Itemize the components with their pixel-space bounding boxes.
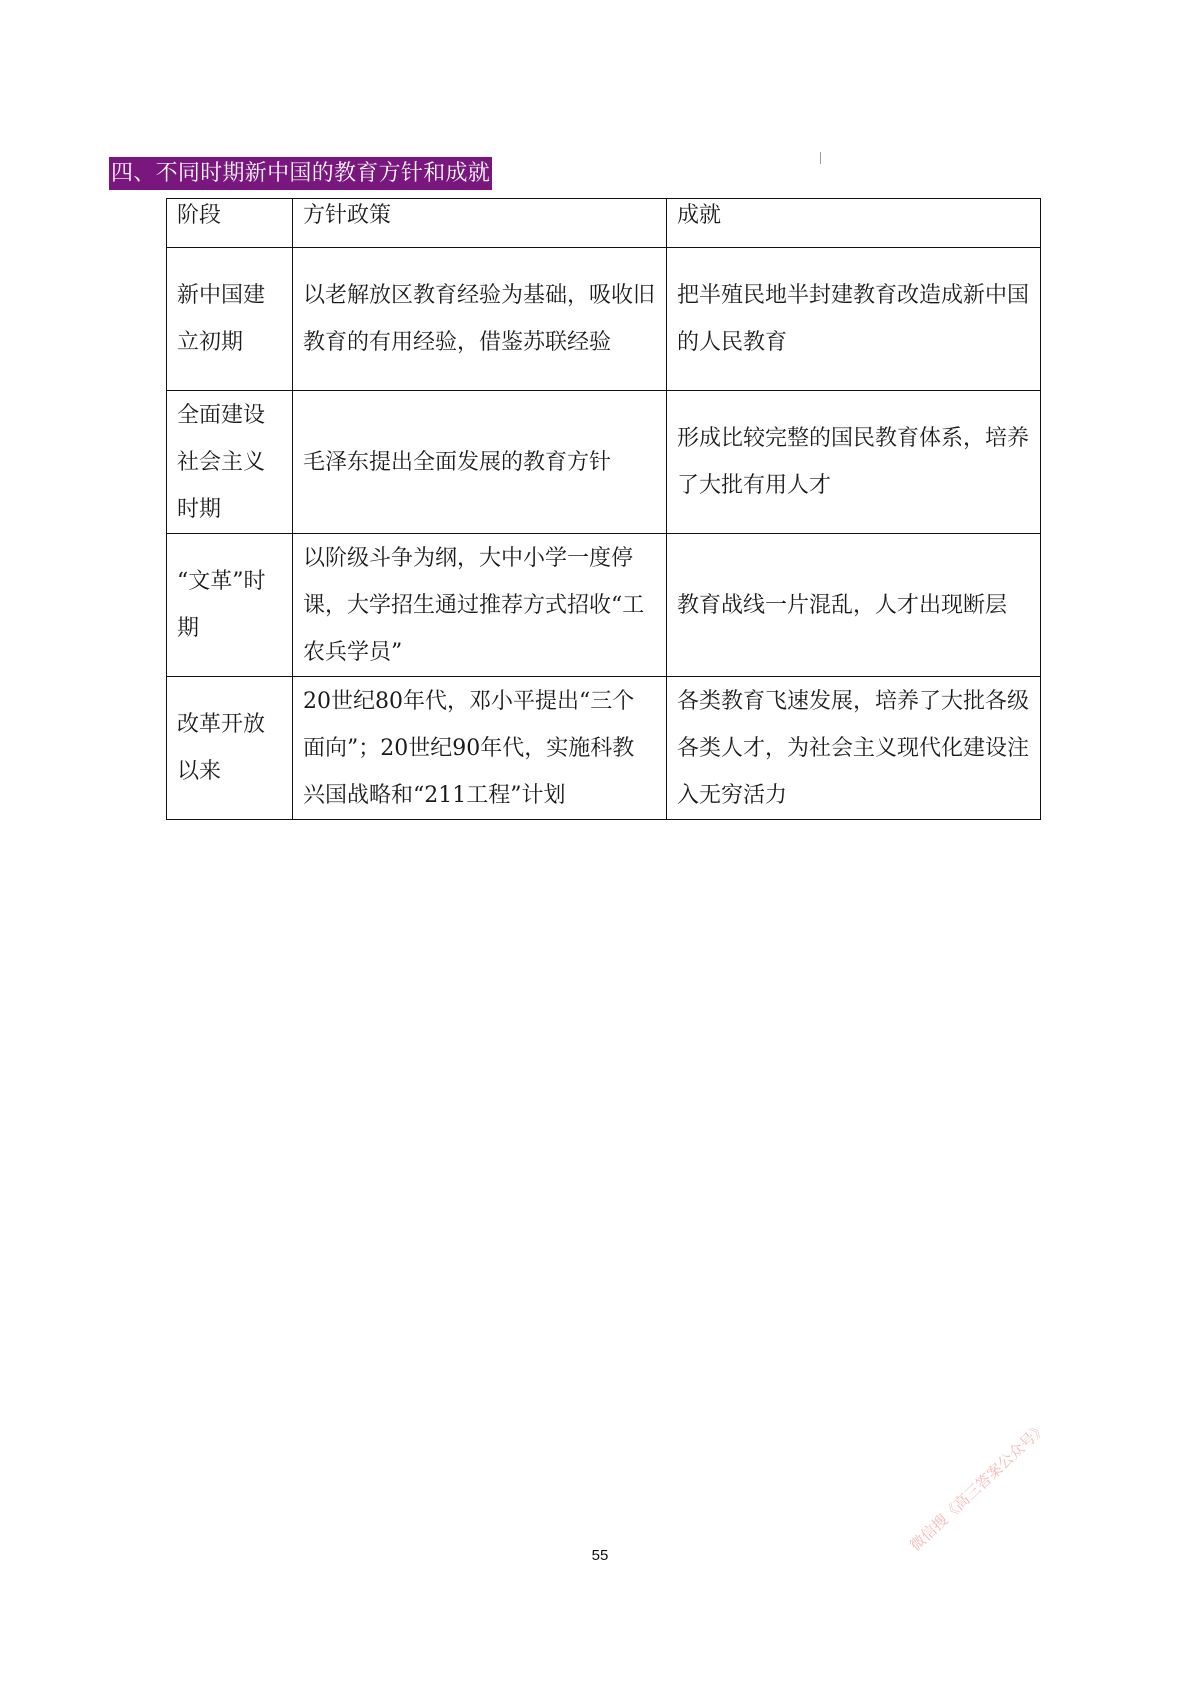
cell-stage: “文革”时期 xyxy=(167,534,293,677)
header-stage: 阶段 xyxy=(167,199,293,248)
cell-policy: 毛泽东提出全面发展的教育方针 xyxy=(293,391,667,534)
cell-policy: 20世纪80年代，邓小平提出“三个面向”；20世纪90年代，实施科教兴国战略和“211工程”计划 xyxy=(293,677,667,820)
cell-achievement: 形成比较完整的国民教育体系，培养了大批有用人才 xyxy=(667,391,1041,534)
cell-stage: 改革开放以来 xyxy=(167,677,293,820)
cell-policy: 以老解放区教育经验为基础，吸收旧教育的有用经验，借鉴苏联经验 xyxy=(293,248,667,391)
cell-achievement: 教育战线一片混乱，人才出现断层 xyxy=(667,534,1041,677)
section-heading: 四、不同时期新中国的教育方针和成就 xyxy=(109,157,492,190)
cell-achievement: 把半殖民地半封建教育改造成新中国的人民教育 xyxy=(667,248,1041,391)
cell-stage: 新中国建立初期 xyxy=(167,248,293,391)
table-row xyxy=(167,248,1041,391)
cell-policy: 以阶级斗争为纲，大中小学一度停课，大学招生通过推荐方式招收“工农兵学员” xyxy=(293,534,667,677)
page-number: 55 xyxy=(591,1547,609,1564)
header-achievement: 成就 xyxy=(667,199,1041,248)
table-row xyxy=(167,677,1041,820)
table-header-row xyxy=(167,199,1041,248)
education-policy-table xyxy=(166,198,1041,820)
watermark: 微信搜《高三答案公众号》 xyxy=(906,1418,1051,1555)
cell-stage: 全面建设社会主义时期 xyxy=(167,391,293,534)
cell-achievement: 各类教育飞速发展，培养了大批各级各类人才，为社会主义现代化建设注入无穷活力 xyxy=(667,677,1041,820)
table-row xyxy=(167,391,1041,534)
header-policy: 方针政策 xyxy=(293,199,667,248)
table-row xyxy=(167,534,1041,677)
decorative-tick-mark xyxy=(820,152,821,164)
